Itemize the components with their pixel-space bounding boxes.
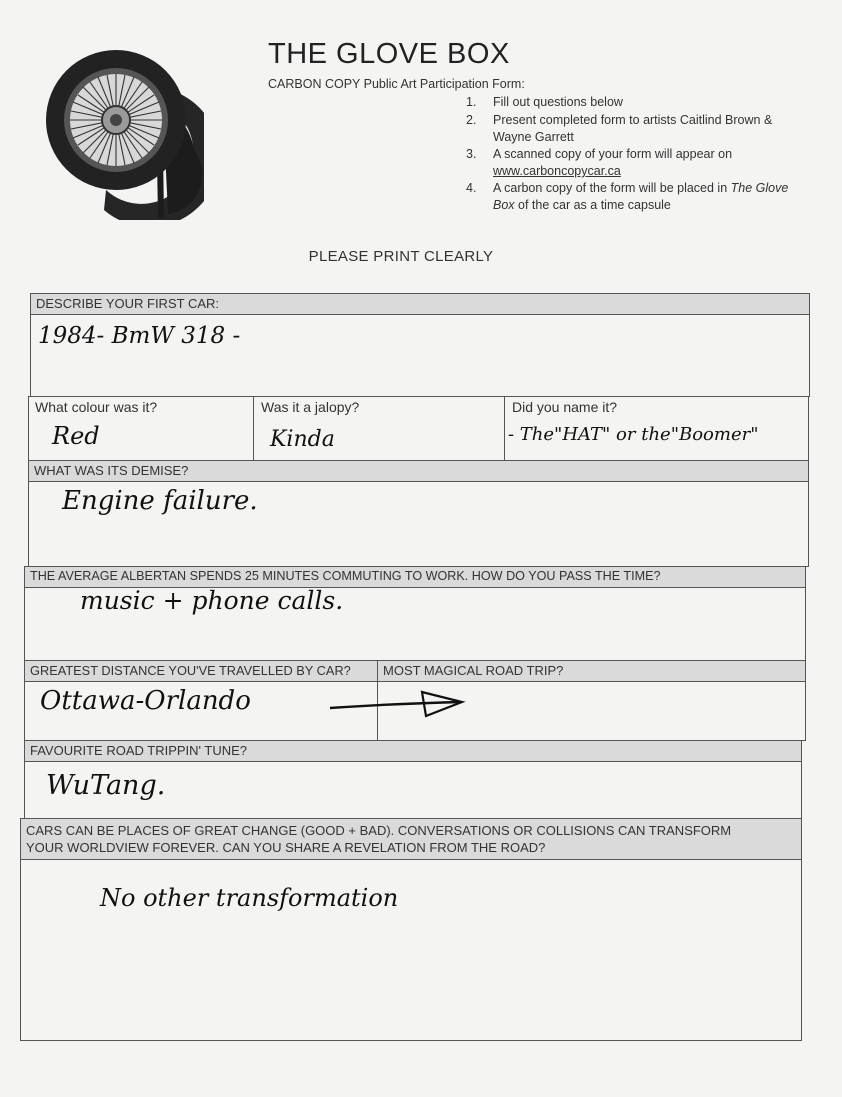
distance-header: GREATEST DISTANCE YOU'VE TRAVELLED BY CAR? (24, 660, 378, 682)
arrow-right-icon (326, 690, 466, 720)
revelation-answer: No other transformation (100, 884, 399, 912)
distance-answer: Ottawa-Orlando (40, 686, 251, 716)
demise-answer: Engine failure. (62, 486, 258, 516)
commute-header: THE AVERAGE ALBERTAN SPENDS 25 MINUTES COMMUTING TO WORK. HOW DO YOU PASS THE TIME? (24, 566, 806, 588)
website-link[interactable]: www.carboncopycar.ca (493, 164, 621, 178)
step-item: 4. A carbon copy of the form will be placed in The Glove Box of the car as a time capsule (466, 181, 789, 212)
name-answer: - The"HAT" or the"Boomer" (508, 424, 759, 445)
name-label: Did you name it? (512, 399, 618, 415)
form-title: THE GLOVE BOX (268, 38, 510, 70)
tune-header: FAVOURITE ROAD TRIPPIN' TUNE? (24, 740, 802, 762)
tune-answer: WuTang. (46, 770, 166, 801)
colour-answer: Red (52, 422, 100, 450)
print-clearly-instruction: PLEASE PRINT CLEARLY (308, 248, 494, 265)
step-item: 2. Present completed form to artists Caitlind Brown & Wayne Garrett (466, 113, 773, 144)
demise-header: WHAT WAS ITS DEMISE? (28, 460, 809, 482)
first-car-header: DESCRIBE YOUR FIRST CAR: (30, 293, 810, 315)
form-subtitle: CARBON COPY Public Art Participation Form: (268, 77, 525, 91)
colour-label: What colour was it? (35, 399, 158, 415)
jalopy-answer: Kinda (270, 427, 335, 452)
jalopy-label: Was it a jalopy? (261, 399, 360, 415)
magical-header: MOST MAGICAL ROAD TRIP? (377, 660, 806, 682)
first-car-answer: 1984- BmW 318 - (38, 323, 241, 349)
revelation-header: CARS CAN BE PLACES OF GREAT CHANGE (GOOD + BAD). CONVERSATIONS OR COLLISIONS CAN TRANSFORM YOUR WORLDVIEW FOREVER. CAN YOU SHARE A REVELATION FROM THE ROAD? (20, 818, 802, 860)
step-item: 3. A scanned copy of your form will appear on www.carboncopycar.ca (466, 147, 733, 178)
step-item: 1. Fill out questions below (466, 95, 623, 109)
commute-answer: music + phone calls. (80, 586, 344, 615)
